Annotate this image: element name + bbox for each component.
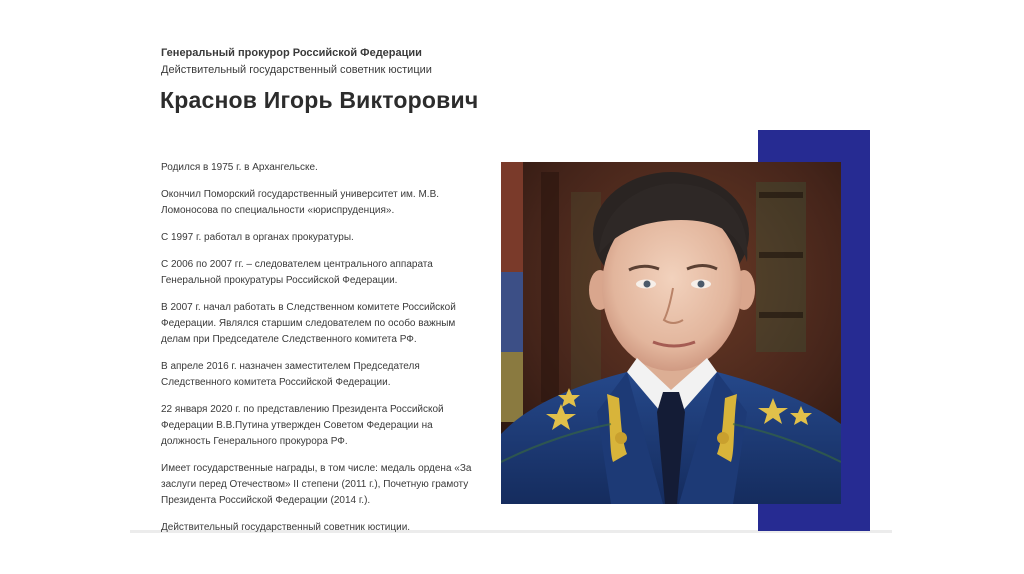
biography-text xyxy=(161,160,481,547)
bio-paragraph: Окончил Поморский государственный университет им. М.В. Ломоносова по специальности «юриспруденция». xyxy=(161,189,440,216)
position-title: Генеральный прокурор Российской Федерации xyxy=(161,47,422,59)
bio-paragraph: В 2007 г. начал работать в Следственном комитете Российской Федерации. Являлся старшим следователем по особо важным делам при Председателе Следственного комитета РФ. xyxy=(161,302,456,345)
bio-paragraph: В апреле 2016 г. назначен заместителем Председателя Следственного комитета Российской Федерации. xyxy=(161,361,420,388)
rank-subtitle: Действительный государственный советник юстиции xyxy=(161,64,432,76)
person-name-heading: Краснов Игорь Викторович xyxy=(160,87,479,113)
bio-paragraph: С 1997 г. работал в органах прокуратуры. xyxy=(161,232,354,243)
bio-paragraph: 22 января 2020 г. по представлению Президента Российской Федерации В.В.Путина утвержден Советом Федерации на должность Генерального прокурора РФ. xyxy=(161,404,444,447)
bio-paragraph: Родился в 1975 г. в Архангельске. xyxy=(161,162,318,173)
portrait-photo xyxy=(501,162,841,504)
bio-paragraph: Действительный государственный советник юстиции. xyxy=(161,522,411,533)
bio-paragraph: С 2006 по 2007 гг. – следователем центрального аппарата Генеральной прокуратуры Российской Федерации. xyxy=(161,259,433,286)
bio-paragraph: Имеет государственные награды, в том числе: медаль ордена «За заслуги перед Отечеством» II степени (2011 г.), Почетную грамоту Президента Российской Федерации (2014 г.). xyxy=(161,463,472,506)
